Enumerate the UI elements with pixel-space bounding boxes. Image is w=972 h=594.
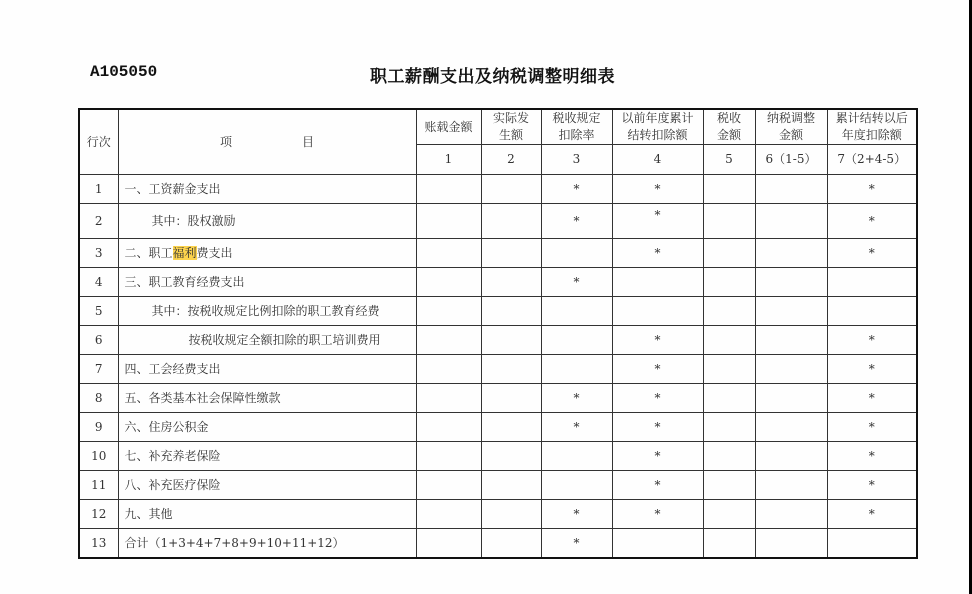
- col-no-1: 1: [416, 145, 481, 175]
- header-item: [118, 109, 416, 175]
- cell-col-7: *: [827, 413, 917, 442]
- cell-col-7: *: [827, 326, 917, 355]
- header-row-no: 行次: [79, 109, 118, 175]
- cell-col-4: *: [612, 471, 703, 500]
- cell-col-2[interactable]: [481, 471, 541, 500]
- cell-col-4: *: [612, 384, 703, 413]
- cell-col-7[interactable]: [827, 297, 917, 326]
- cell-col-1[interactable]: [416, 529, 481, 559]
- cell-col-5[interactable]: [703, 471, 755, 500]
- cell-col-3: *: [541, 268, 612, 297]
- header-col-4-line2: 结转扣除额: [627, 128, 688, 142]
- row-no: 10: [79, 442, 118, 471]
- cell-col-3[interactable]: [541, 297, 612, 326]
- cell-col-2[interactable]: [481, 204, 541, 239]
- cell-col-3: *: [541, 175, 612, 204]
- table-row: [79, 175, 917, 204]
- col-no-3: 3: [541, 145, 612, 175]
- cell-col-1[interactable]: [416, 355, 481, 384]
- cell-col-1[interactable]: [416, 175, 481, 204]
- header-col-2-line2: 生额: [498, 128, 523, 142]
- table-row: [79, 297, 917, 326]
- row-no: 2: [79, 204, 118, 239]
- header-col-6: [755, 109, 827, 145]
- row-item: 三、职工教育经费支出: [118, 268, 416, 297]
- row-item: 九、其他: [118, 500, 416, 529]
- header-col-4: [612, 109, 703, 145]
- cell-col-1[interactable]: [416, 442, 481, 471]
- cell-col-4: *: [612, 326, 703, 355]
- cell-col-6[interactable]: [755, 204, 827, 239]
- cell-col-6[interactable]: [755, 384, 827, 413]
- cell-col-6[interactable]: [755, 413, 827, 442]
- cell-col-2[interactable]: [481, 355, 541, 384]
- header-col-2: [481, 109, 541, 145]
- header-item-left: 项: [219, 134, 232, 149]
- row-item: 七、补充养老保险: [118, 442, 416, 471]
- cell-col-5[interactable]: [703, 297, 755, 326]
- cell-col-1[interactable]: [416, 471, 481, 500]
- header-item-right: 目: [302, 134, 315, 149]
- cell-col-3[interactable]: [541, 471, 612, 500]
- table-row: [79, 471, 917, 500]
- cell-col-4: *: [612, 175, 703, 204]
- table-row: [79, 204, 917, 239]
- header-col-5-line1: 税收: [716, 111, 741, 125]
- cell-col-4[interactable]: [612, 529, 703, 559]
- row-no: 1: [79, 175, 118, 204]
- header-col-1-label: 账载金额: [424, 119, 473, 134]
- row-no: 4: [79, 268, 118, 297]
- cell-col-2[interactable]: [481, 297, 541, 326]
- cell-col-2[interactable]: [481, 500, 541, 529]
- header-col-2-line1: 实际发: [492, 111, 529, 125]
- search-highlight: 福利: [172, 245, 197, 260]
- cell-col-4[interactable]: [612, 297, 703, 326]
- cell-col-7: *: [827, 500, 917, 529]
- cell-col-1[interactable]: [416, 297, 481, 326]
- form-code: A105050: [90, 63, 158, 81]
- table-row: [79, 500, 917, 529]
- row-no: 13: [79, 529, 118, 559]
- cell-col-2[interactable]: [481, 442, 541, 471]
- cell-col-2[interactable]: [481, 413, 541, 442]
- cell-col-6[interactable]: [755, 268, 827, 297]
- cell-col-3: *: [541, 204, 612, 239]
- header-col-5-line2: 金额: [716, 128, 741, 142]
- cell-col-6[interactable]: [755, 175, 827, 204]
- row-item: [118, 239, 416, 268]
- header-col-3-line2: 扣除率: [558, 128, 595, 142]
- row-item: 四、工会经费支出: [118, 355, 416, 384]
- row-item: 八、补充医疗保险: [118, 471, 416, 500]
- cell-col-3: *: [541, 500, 612, 529]
- cell-col-1[interactable]: [416, 268, 481, 297]
- cell-col-3[interactable]: [541, 355, 612, 384]
- cell-col-6[interactable]: [755, 326, 827, 355]
- header-col-7-line1: 累计结转以后: [835, 111, 908, 125]
- cell-col-6[interactable]: [755, 529, 827, 559]
- cell-col-1[interactable]: [416, 384, 481, 413]
- cell-col-6[interactable]: [755, 442, 827, 471]
- row-item: 其中：股权激励: [118, 204, 416, 239]
- cell-col-7: *: [827, 175, 917, 204]
- row-no: 9: [79, 413, 118, 442]
- row-no: 8: [79, 384, 118, 413]
- cell-col-6[interactable]: [755, 355, 827, 384]
- row-item: 一、工资薪金支出: [118, 175, 416, 204]
- cell-col-4: *: [612, 442, 703, 471]
- row-no: 3: [79, 239, 118, 268]
- row-item: 按税收规定全额扣除的职工培训费用: [118, 326, 416, 355]
- cell-col-2[interactable]: [481, 384, 541, 413]
- salary-tax-adjustment-table: [78, 108, 918, 559]
- cell-col-7: *: [827, 384, 917, 413]
- header-col-5: [703, 109, 755, 145]
- cell-col-3[interactable]: [541, 326, 612, 355]
- cell-col-5[interactable]: [703, 413, 755, 442]
- cell-col-3: *: [541, 413, 612, 442]
- cell-col-4: *: [612, 239, 703, 268]
- cell-col-1[interactable]: [416, 204, 481, 239]
- col-no-7: 7（2+4-5）: [827, 145, 917, 175]
- table-row: [79, 384, 917, 413]
- cell-col-5[interactable]: [703, 442, 755, 471]
- cell-col-7: *: [827, 471, 917, 500]
- cell-col-5[interactable]: [703, 384, 755, 413]
- header-col-7: [827, 109, 917, 145]
- cell-col-1[interactable]: [416, 413, 481, 442]
- table-row: [79, 268, 917, 297]
- header-col-4-line1: 以前年度累计: [621, 111, 694, 125]
- cell-col-5[interactable]: [703, 500, 755, 529]
- cell-col-4-value: *: [654, 207, 661, 222]
- header-col-3-line1: 税收规定: [552, 111, 601, 125]
- col-no-4: 4: [612, 145, 703, 175]
- col-no-5: 5: [703, 145, 755, 175]
- cell-col-7[interactable]: [827, 268, 917, 297]
- row-item-prefix: 二、职工: [124, 245, 173, 260]
- row-no: 12: [79, 500, 118, 529]
- cell-col-6[interactable]: [755, 471, 827, 500]
- cell-col-4: [612, 204, 703, 239]
- cell-col-6[interactable]: [755, 239, 827, 268]
- row-no: 7: [79, 355, 118, 384]
- cell-col-1[interactable]: [416, 239, 481, 268]
- cell-col-3[interactable]: [541, 239, 612, 268]
- cell-col-4: *: [612, 500, 703, 529]
- row-item: 六、住房公积金: [118, 413, 416, 442]
- cell-col-5[interactable]: [703, 268, 755, 297]
- cell-col-2[interactable]: [481, 175, 541, 204]
- table-row: [79, 239, 917, 268]
- col-no-2: 2: [481, 145, 541, 175]
- cell-col-2[interactable]: [481, 239, 541, 268]
- cell-col-6[interactable]: [755, 297, 827, 326]
- table-row: [79, 355, 917, 384]
- row-item: 合计（1+3+4+7+8+9+10+11+12）: [118, 529, 416, 559]
- cell-col-7: *: [827, 204, 917, 239]
- cell-col-2[interactable]: [481, 529, 541, 559]
- cell-col-2[interactable]: [481, 326, 541, 355]
- cell-col-5[interactable]: [703, 204, 755, 239]
- header-col-1: [416, 109, 481, 145]
- cell-col-1[interactable]: [416, 500, 481, 529]
- table-row: [79, 413, 917, 442]
- cell-col-5[interactable]: [703, 326, 755, 355]
- cell-col-3: *: [541, 529, 612, 559]
- row-item: 其中：按税收规定比例扣除的职工教育经费: [118, 297, 416, 326]
- header-row-labels: [79, 109, 917, 145]
- row-no: 11: [79, 471, 118, 500]
- cell-col-2[interactable]: [481, 268, 541, 297]
- row-no: 6: [79, 326, 118, 355]
- cell-col-7[interactable]: [827, 529, 917, 559]
- cell-col-3: *: [541, 384, 612, 413]
- cell-col-7: *: [827, 355, 917, 384]
- cell-col-4: *: [612, 355, 703, 384]
- header-col-6-line1: 纳税调整: [766, 111, 815, 125]
- table-row: [79, 442, 917, 471]
- cell-col-3[interactable]: [541, 442, 612, 471]
- cell-col-4[interactable]: [612, 268, 703, 297]
- header-col-6-line2: 金额: [778, 128, 803, 142]
- cell-col-5[interactable]: [703, 529, 755, 559]
- cell-col-5[interactable]: [703, 175, 755, 204]
- cell-col-4: *: [612, 413, 703, 442]
- header-col-7-line2: 年度扣除额: [841, 128, 902, 142]
- cell-col-7: *: [827, 239, 917, 268]
- cell-col-5[interactable]: [703, 239, 755, 268]
- header-col-3: [541, 109, 612, 145]
- row-item: 五、各类基本社会保障性缴款: [118, 384, 416, 413]
- document-title: 职工薪酬支出及纳税调整明细表: [370, 67, 615, 87]
- cell-col-5[interactable]: [703, 355, 755, 384]
- table-row-total: [79, 529, 917, 559]
- cell-col-6[interactable]: [755, 500, 827, 529]
- row-item-suffix: 费支出: [196, 245, 233, 260]
- col-no-6: 6（1-5）: [755, 145, 827, 175]
- cell-col-7: *: [827, 442, 917, 471]
- cell-col-1[interactable]: [416, 326, 481, 355]
- table-row: [79, 326, 917, 355]
- row-no: 5: [79, 297, 118, 326]
